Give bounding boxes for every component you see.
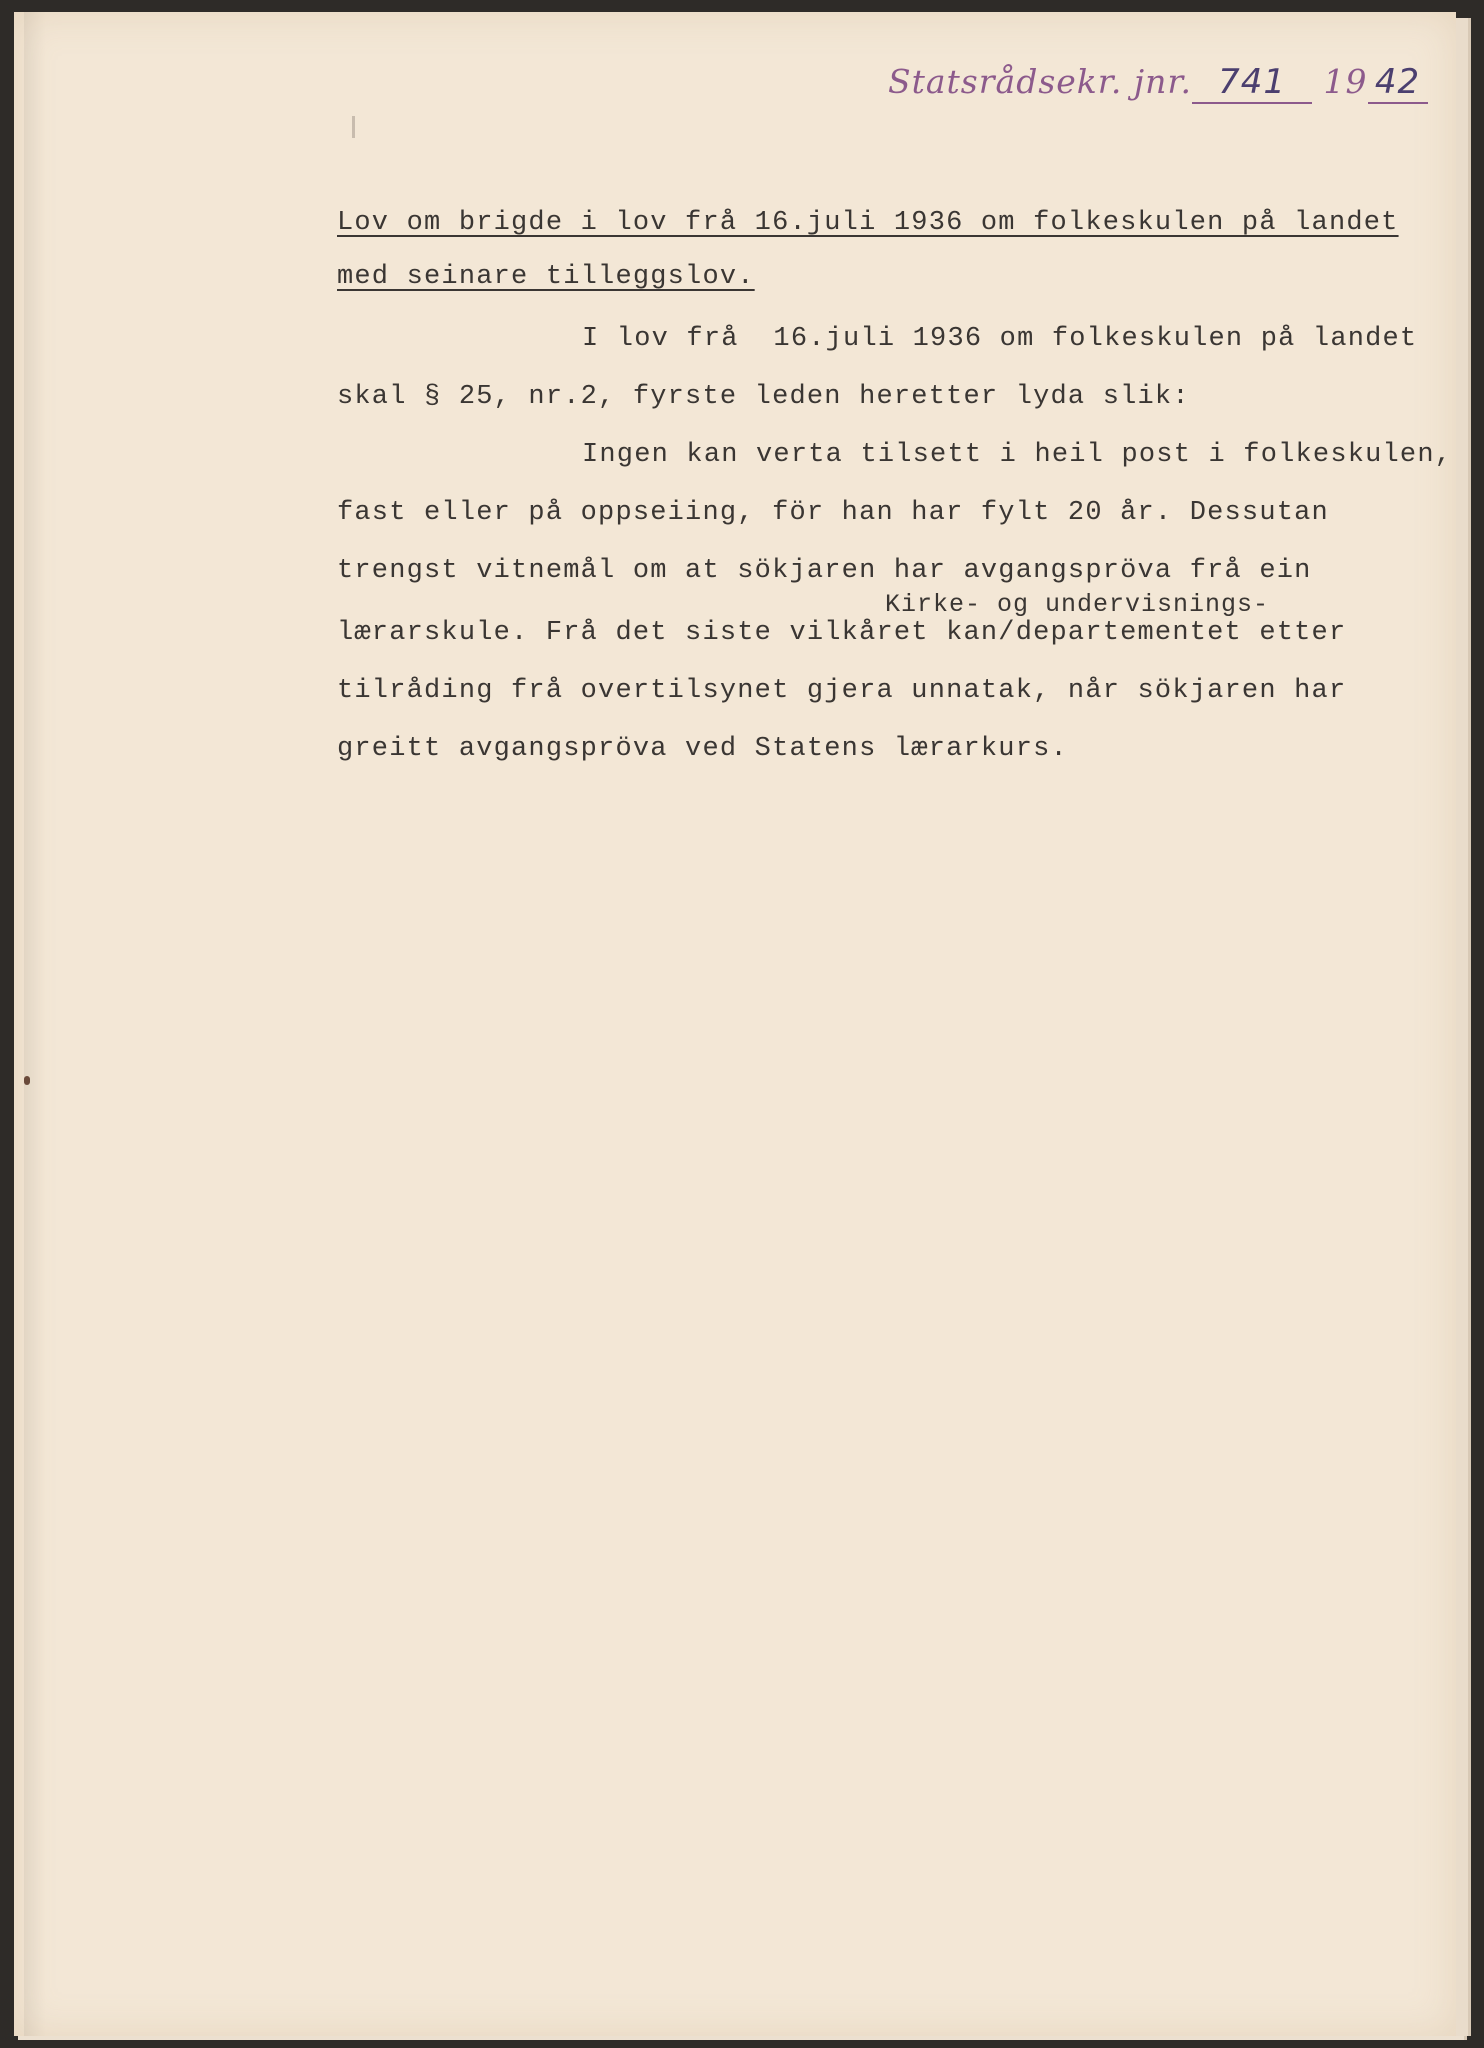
- document-page: [14, 12, 1456, 2036]
- body-line-8: greitt avgangspröva ved Statens lærarkurs.: [337, 734, 1068, 764]
- body-line-6: lærarskule. Frå det siste vilkåret kan/departementet etter: [337, 618, 1347, 648]
- journal-year: 42: [1374, 62, 1421, 102]
- body-line-2: skal § 25, nr.2, fyrste leden heretter lyda slik:: [337, 382, 1190, 412]
- stamp-year-prefix: 19: [1323, 62, 1368, 101]
- body-line-4: fast eller på oppseiing, för han har fylt 20 år. Dessutan: [337, 498, 1329, 528]
- document-title-line-2: med seinare tilleggslov.: [337, 262, 755, 292]
- body-line-3: Ingen kan verta tilsett i heil post i folkeskulen,: [582, 440, 1453, 470]
- interlinear-insertion: Kirke- og undervisnings-: [885, 590, 1270, 619]
- stamp-number-field: [1192, 62, 1312, 104]
- punch-hole: [24, 1076, 30, 1085]
- journal-number: 741: [1218, 62, 1286, 102]
- stamp-label: Statsrådsekr. jnr.: [888, 62, 1193, 101]
- page-crease: [24, 12, 46, 2036]
- margin-mark: [352, 116, 355, 138]
- body-line-1: I lov frå 16.juli 1936 om folkeskulen på landet: [582, 324, 1418, 354]
- body-line-5: trengst vitnemål om at sökjaren har avgangspröva frå ein: [337, 556, 1312, 586]
- body-line-7: tilråding frå overtilsynet gjera unnatak, når sökjaren har: [337, 676, 1347, 706]
- document-title-line-1: Lov om brigde i lov frå 16.juli 1936 om folkeskulen på landet: [337, 208, 1399, 238]
- registry-stamp: [888, 62, 1428, 104]
- stamp-year-field: [1368, 62, 1428, 104]
